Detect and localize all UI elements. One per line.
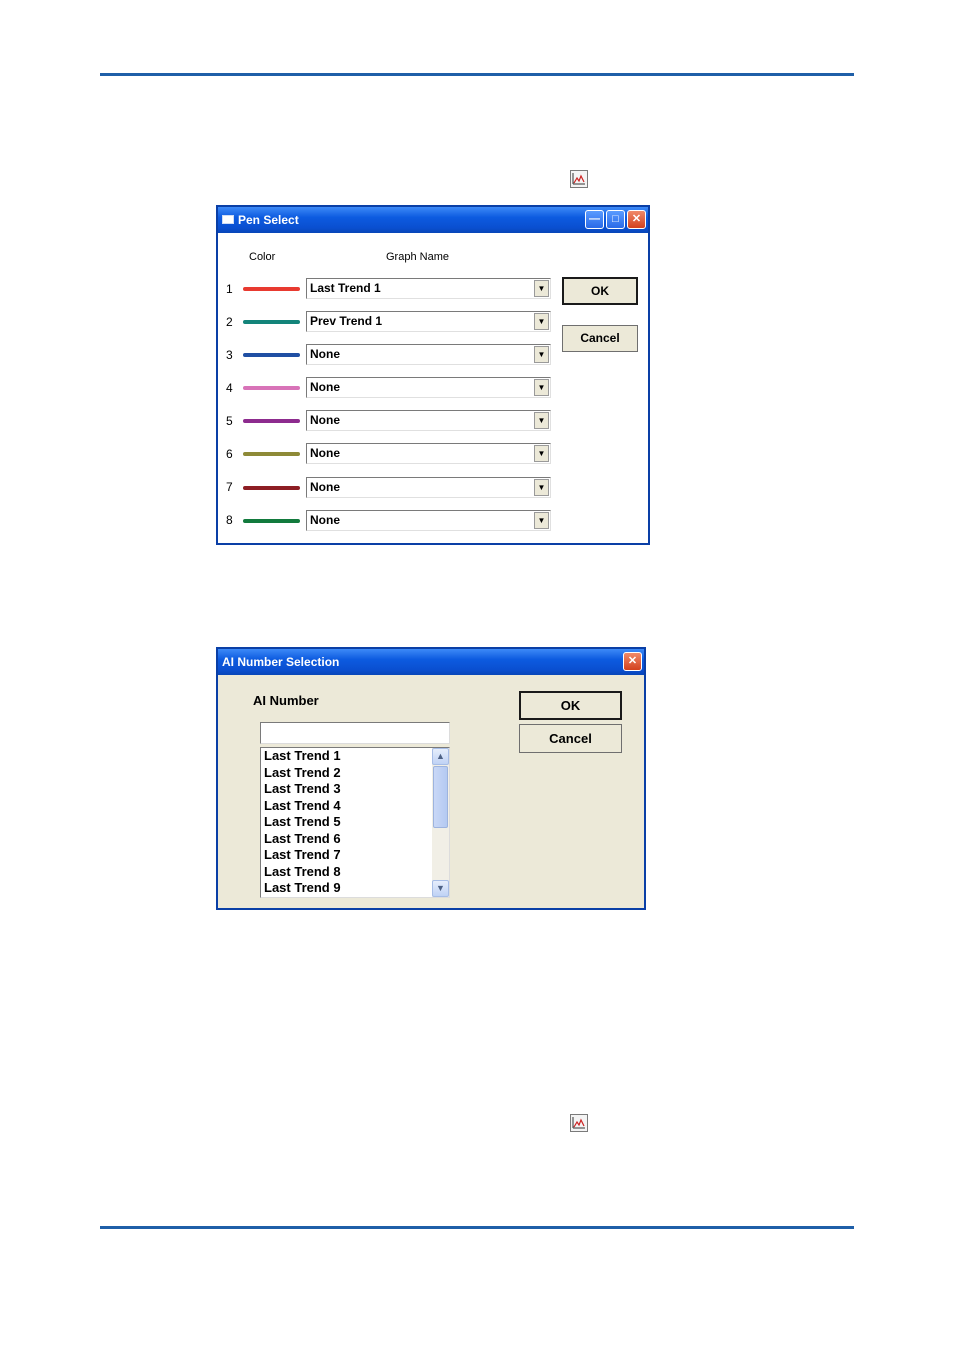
list-item[interactable]: Last Trend 1 bbox=[264, 748, 341, 763]
dropdown-arrow-icon[interactable]: ▼ bbox=[534, 379, 549, 396]
graph-name-select-5[interactable] bbox=[306, 410, 551, 431]
graph-name-value: None bbox=[310, 347, 340, 361]
graph-name-select-7[interactable] bbox=[306, 477, 551, 498]
graph-name-select-3[interactable] bbox=[306, 344, 551, 365]
list-item[interactable]: Last Trend 5 bbox=[264, 814, 341, 829]
list-item[interactable]: Last Trend 2 bbox=[264, 764, 341, 780]
list-item[interactable]: Last Trend 7 bbox=[264, 847, 341, 862]
dropdown-arrow-icon[interactable]: ▼ bbox=[534, 280, 549, 297]
pen-ok-button[interactable]: OK bbox=[562, 277, 638, 305]
graph-name-select-1[interactable] bbox=[306, 278, 551, 299]
pen-color-swatch bbox=[243, 486, 300, 490]
pen-color-swatch bbox=[243, 320, 300, 324]
pen-number: 8 bbox=[226, 513, 233, 527]
pen-number: 5 bbox=[226, 414, 233, 428]
dropdown-arrow-icon[interactable]: ▼ bbox=[534, 445, 549, 462]
graph-name-value: None bbox=[310, 513, 340, 527]
vertical-scrollbar[interactable] bbox=[432, 748, 449, 897]
pen-select-title: Pen Select bbox=[238, 213, 299, 227]
ai-number-label: AI Number bbox=[253, 693, 319, 708]
graph-name-value: None bbox=[310, 380, 340, 394]
scroll-down-icon[interactable]: ▼ bbox=[432, 880, 449, 897]
color-header: Color bbox=[249, 251, 276, 263]
close-icon[interactable]: ✕ bbox=[623, 652, 642, 671]
scroll-up-icon[interactable]: ▲ bbox=[432, 748, 449, 765]
graph-name-value: None bbox=[310, 413, 340, 427]
ai-selection-title-bar[interactable] bbox=[218, 649, 644, 675]
graph-name-header: Graph Name bbox=[386, 251, 449, 263]
dropdown-arrow-icon[interactable]: ▼ bbox=[534, 412, 549, 429]
dropdown-arrow-icon[interactable]: ▼ bbox=[534, 512, 549, 529]
list-item[interactable]: Last Trend 9 bbox=[264, 880, 341, 895]
pen-number: 2 bbox=[226, 315, 233, 329]
ai-selection-title: AI Number Selection bbox=[222, 655, 340, 669]
graph-name-select-4[interactable] bbox=[306, 377, 551, 398]
bottom-rule bbox=[100, 1226, 854, 1229]
scroll-thumb[interactable] bbox=[433, 766, 448, 828]
ai-number-input[interactable] bbox=[260, 722, 450, 744]
pen-color-swatch bbox=[243, 287, 300, 291]
pen-color-swatch bbox=[243, 452, 300, 456]
list-item[interactable]: Last Trend 4 bbox=[264, 797, 341, 813]
graph-name-value: Last Trend 1 bbox=[310, 281, 381, 295]
list-item[interactable]: Last Trend 6 bbox=[264, 830, 341, 846]
pen-color-swatch bbox=[243, 386, 300, 390]
graph-name-select-8[interactable] bbox=[306, 510, 551, 531]
dropdown-arrow-icon[interactable]: ▼ bbox=[534, 346, 549, 363]
graph-name-select-6[interactable] bbox=[306, 443, 551, 464]
ai-cancel-button[interactable]: Cancel bbox=[519, 724, 622, 753]
dropdown-arrow-icon[interactable]: ▼ bbox=[534, 313, 549, 330]
list-item[interactable]: Last Trend 3 bbox=[264, 781, 341, 796]
graph-name-select-2[interactable] bbox=[306, 311, 551, 332]
maximize-icon[interactable]: □ bbox=[606, 210, 625, 229]
graph-name-value: None bbox=[310, 446, 340, 460]
pen-number: 4 bbox=[226, 381, 233, 395]
pen-color-swatch bbox=[243, 419, 300, 423]
ai-ok-button[interactable]: OK bbox=[519, 691, 622, 720]
graph-name-value: Prev Trend 1 bbox=[310, 314, 383, 328]
ai-number-list[interactable] bbox=[260, 747, 450, 898]
ai-selection-body bbox=[218, 675, 644, 908]
ai-number-selection-window bbox=[216, 647, 646, 910]
window-icon bbox=[222, 215, 234, 224]
pen-color-swatch bbox=[243, 519, 300, 523]
pen-color-swatch bbox=[243, 353, 300, 357]
top-rule bbox=[100, 73, 854, 76]
graph-icon bbox=[570, 170, 588, 188]
pen-number: 6 bbox=[226, 447, 233, 461]
pen-select-title-bar[interactable] bbox=[218, 207, 648, 233]
close-icon[interactable]: ✕ bbox=[627, 210, 646, 229]
minimize-icon[interactable]: — bbox=[585, 210, 604, 229]
dropdown-arrow-icon[interactable]: ▼ bbox=[534, 479, 549, 496]
pen-number: 3 bbox=[226, 348, 233, 362]
pen-number: 7 bbox=[226, 480, 233, 494]
graph-icon bbox=[570, 1114, 588, 1132]
graph-name-value: None bbox=[310, 480, 340, 494]
list-item[interactable]: Last Trend 8 bbox=[264, 863, 341, 879]
pen-number: 1 bbox=[226, 282, 233, 296]
pen-cancel-button[interactable]: Cancel bbox=[562, 325, 638, 352]
pen-select-window bbox=[216, 205, 650, 545]
